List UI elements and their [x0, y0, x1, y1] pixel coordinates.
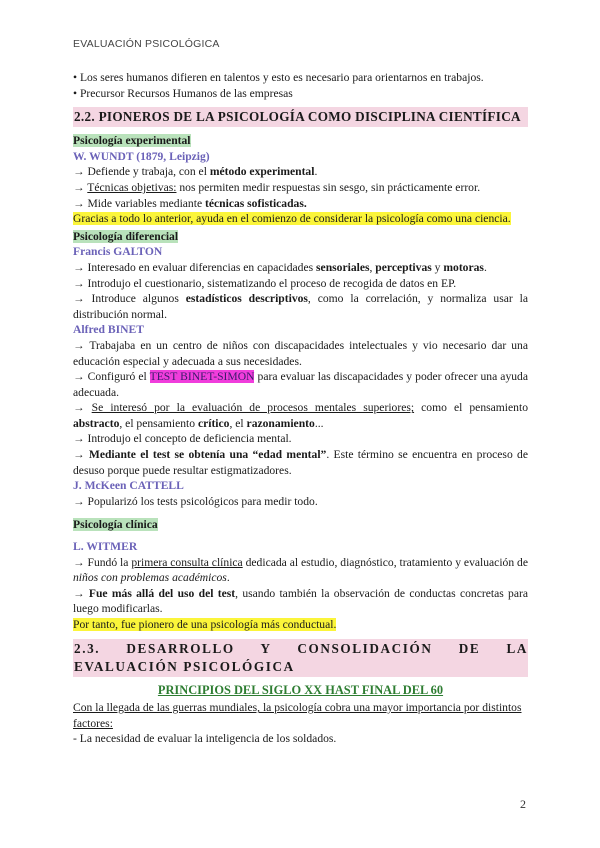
highlighted-conclusion: Por tanto, fue pionero de una psicología más conductual. — [73, 618, 337, 631]
bullet-line: → Trabajaba en un centro de niños con discapacidades intelectuales y vio necesario dar una educación especial y adecuada a sus necesidades. — [73, 338, 528, 368]
bullet-line: → Introdujo el cuestionario, sistematizando el proceso de recogida de datos en EP. — [73, 276, 457, 290]
bullet-line: → Fue más allá del uso del test, usando también la observación de conductas concretas para luego modificarlas. — [73, 586, 528, 616]
author-cattell: J. McKeen CATTELL — [73, 479, 184, 493]
bullet-line: → Se interesó por la evaluación de procesos mentales superiores; como el pensamiento abstracto, el pensamiento crítico, el razonamiento... — [73, 401, 528, 430]
bullet-line: → Defiende y trabaja, con el método experimental. — [73, 165, 318, 179]
page-number: 2 — [520, 797, 526, 811]
author-wundt: W. WUNDT (1879, Leipzig) — [73, 149, 210, 163]
section-intro: Con la llegada de las guerras mundiales, la psicología cobra una mayor importancia por distintos factores: — [73, 701, 522, 730]
document-body — [73, 70, 528, 747]
intro-bullet: • Los seres humanos difieren en talentos y esto es necesario para orientarnos en trabajos. — [73, 71, 484, 84]
section-heading-2-2: 2.2. PIONEROS DE LA PSICOLOGÍA COMO DISCIPLINA CIENTÍFICA — [73, 107, 528, 127]
bullet-line: → Introduce algunos estadísticos descriptivos, como la correlación, y normaliza usar la distribución normal. — [73, 292, 529, 321]
author-binet: Alfred BINET — [73, 323, 144, 337]
bullet-line: → Configuró el TEST BINET-SIMON para evaluar las discapacidades y poder ofrecer una ayuda adecuada. — [73, 370, 528, 399]
bullet-line: → Fundó la primera consulta clínica dedicada al estudio, diagnóstico, tratamiento y evaluación de niños con problemas académicos. — [73, 555, 528, 585]
bullet-line: → Mediante el test se obtenía una “edad mental”. Este término se encuentra en proceso de desuso porque puede resultar estigmatizadores. — [73, 448, 528, 477]
bullet-line: → Interesado en evaluar diferencias en capacidades sensoriales, perceptivas y motoras. — [73, 260, 487, 274]
author-witmer: L. WITMER — [73, 540, 138, 554]
bullet-line: → Mide variables mediante técnicas sofisticadas. — [73, 196, 307, 210]
bullet-line: → Técnicas objetivas: nos permiten medir respuestas sin sesgo, sin prácticamente error. — [73, 180, 481, 194]
category-label-diferencial: Psicología diferencial — [73, 229, 179, 243]
section-heading-2-3: 2.3. DESARROLLO Y CONSOLIDACIÓN DE LA EVALUACIÓN PSICOLÓGICA — [73, 639, 528, 677]
highlighted-conclusion: Gracias a todo lo anterior, ayuda en el comienzo de considerar la psicología como una ciencia. — [73, 212, 511, 226]
category-label-clinica: Psicología clínica — [73, 518, 158, 532]
running-header: EVALUACIÓN PSICOLÓGICA — [73, 38, 220, 50]
category-label-experimental: Psicología experimental — [73, 134, 191, 148]
bullet-line: → Introdujo el concepto de deficiencia mental. — [73, 432, 292, 446]
test-binet-simon-highlight: TEST BINET-SIMON — [149, 370, 255, 384]
intro-bullet: • Precursor Recursos Humanos de las empresas — [73, 86, 293, 100]
author-galton: Francis GALTON — [73, 245, 163, 259]
bullet-line: → Popularizó los tests psicológicos para medir todo. — [73, 494, 318, 508]
list-item: - La necesidad de evaluar la inteligencia de los soldados. — [73, 732, 337, 746]
period-subtitle: PRINCIPIOS DEL SIGLO XX HAST FINAL DEL 60 — [157, 682, 444, 697]
